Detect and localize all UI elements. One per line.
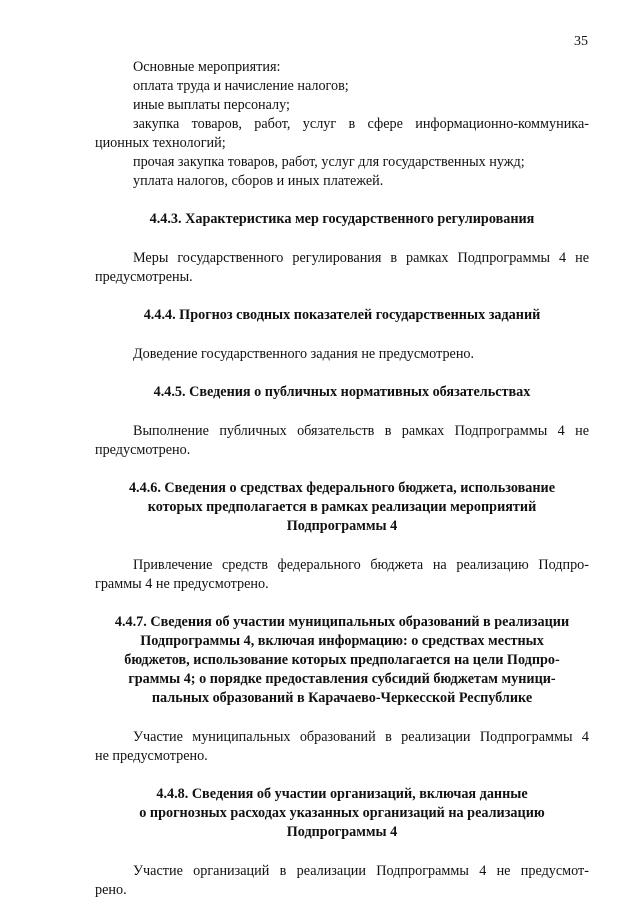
section-heading-4-4-7: граммы 4; о порядке предоставления субсидий бюджетам муници- [128,671,556,687]
activity-item: уплата налогов, сборов и иных платежей. [133,173,384,189]
section-body: Доведение государственного задания не предусмотрено. [133,346,475,362]
section-body: Привлечение средств федерального бюджета на реализацию Подпро- [133,557,589,573]
section-body: предусмотрено. [95,442,191,458]
section-heading-4-4-7: бюджетов, использование которых предполагается на цели Подпро- [124,652,560,668]
section-heading-4-4-3: 4.4.3. Характеристика мер государственного регулирования [149,211,535,227]
section-heading-4-4-4: 4.4.4. Прогноз сводных показателей государственных заданий [143,307,541,323]
section-heading-4-4-5: 4.4.5. Сведения о публичных нормативных обязательствах [153,384,531,400]
section-body: Выполнение публичных обязательств в рамках Подпрограммы 4 не [133,423,589,439]
activity-item: закупка товаров, работ, услуг в сфере информационно-коммуника- [133,116,589,132]
section-heading-4-4-8: Подпрограммы 4 [286,824,398,840]
section-heading-4-4-8: о прогнозных расходах указанных организаций на реализацию [139,805,545,821]
activity-item: оплата труда и начисление налогов; [133,78,349,94]
section-heading-4-4-7: пальных образований в Карачаево-Черкесской Республике [151,690,533,706]
section-body: граммы 4 не предусмотрено. [95,576,269,592]
section-heading-4-4-8: 4.4.8. Сведения об участии организаций, включая данные [156,786,528,802]
section-heading-4-4-6: которых предполагается в рамках реализации мероприятий [147,499,537,515]
section-heading-4-4-6: 4.4.6. Сведения о средствах федерального бюджета, использование [128,480,556,496]
section-body: не предусмотрено. [95,748,208,764]
page-content [95,58,589,900]
section-heading-4-4-6: Подпрограммы 4 [286,518,398,534]
section-body: Меры государственного регулирования в рамках Подпрограммы 4 не [133,250,589,266]
activity-item-continuation: ционных технологий; [95,135,226,151]
section-body: предусмотрены. [95,269,193,285]
activity-item: прочая закупка товаров, работ, услуг для государственных нужд; [133,154,525,170]
page-number: 35 [574,34,588,49]
section-body: рено. [95,882,127,898]
section-body: Участие муниципальных образований в реализации Подпрограммы 4 [133,729,589,745]
section-body: Участие организаций в реализации Подпрограммы 4 не предусмот- [133,863,589,879]
section-heading-4-4-7: 4.4.7. Сведения об участии муниципальных образований в реализации [114,614,570,630]
activities-title: Основные мероприятия: [133,59,281,75]
activity-item: иные выплаты персоналу; [133,97,290,113]
section-heading-4-4-7: Подпрограммы 4, включая информацию: о средствах местных [140,633,544,649]
